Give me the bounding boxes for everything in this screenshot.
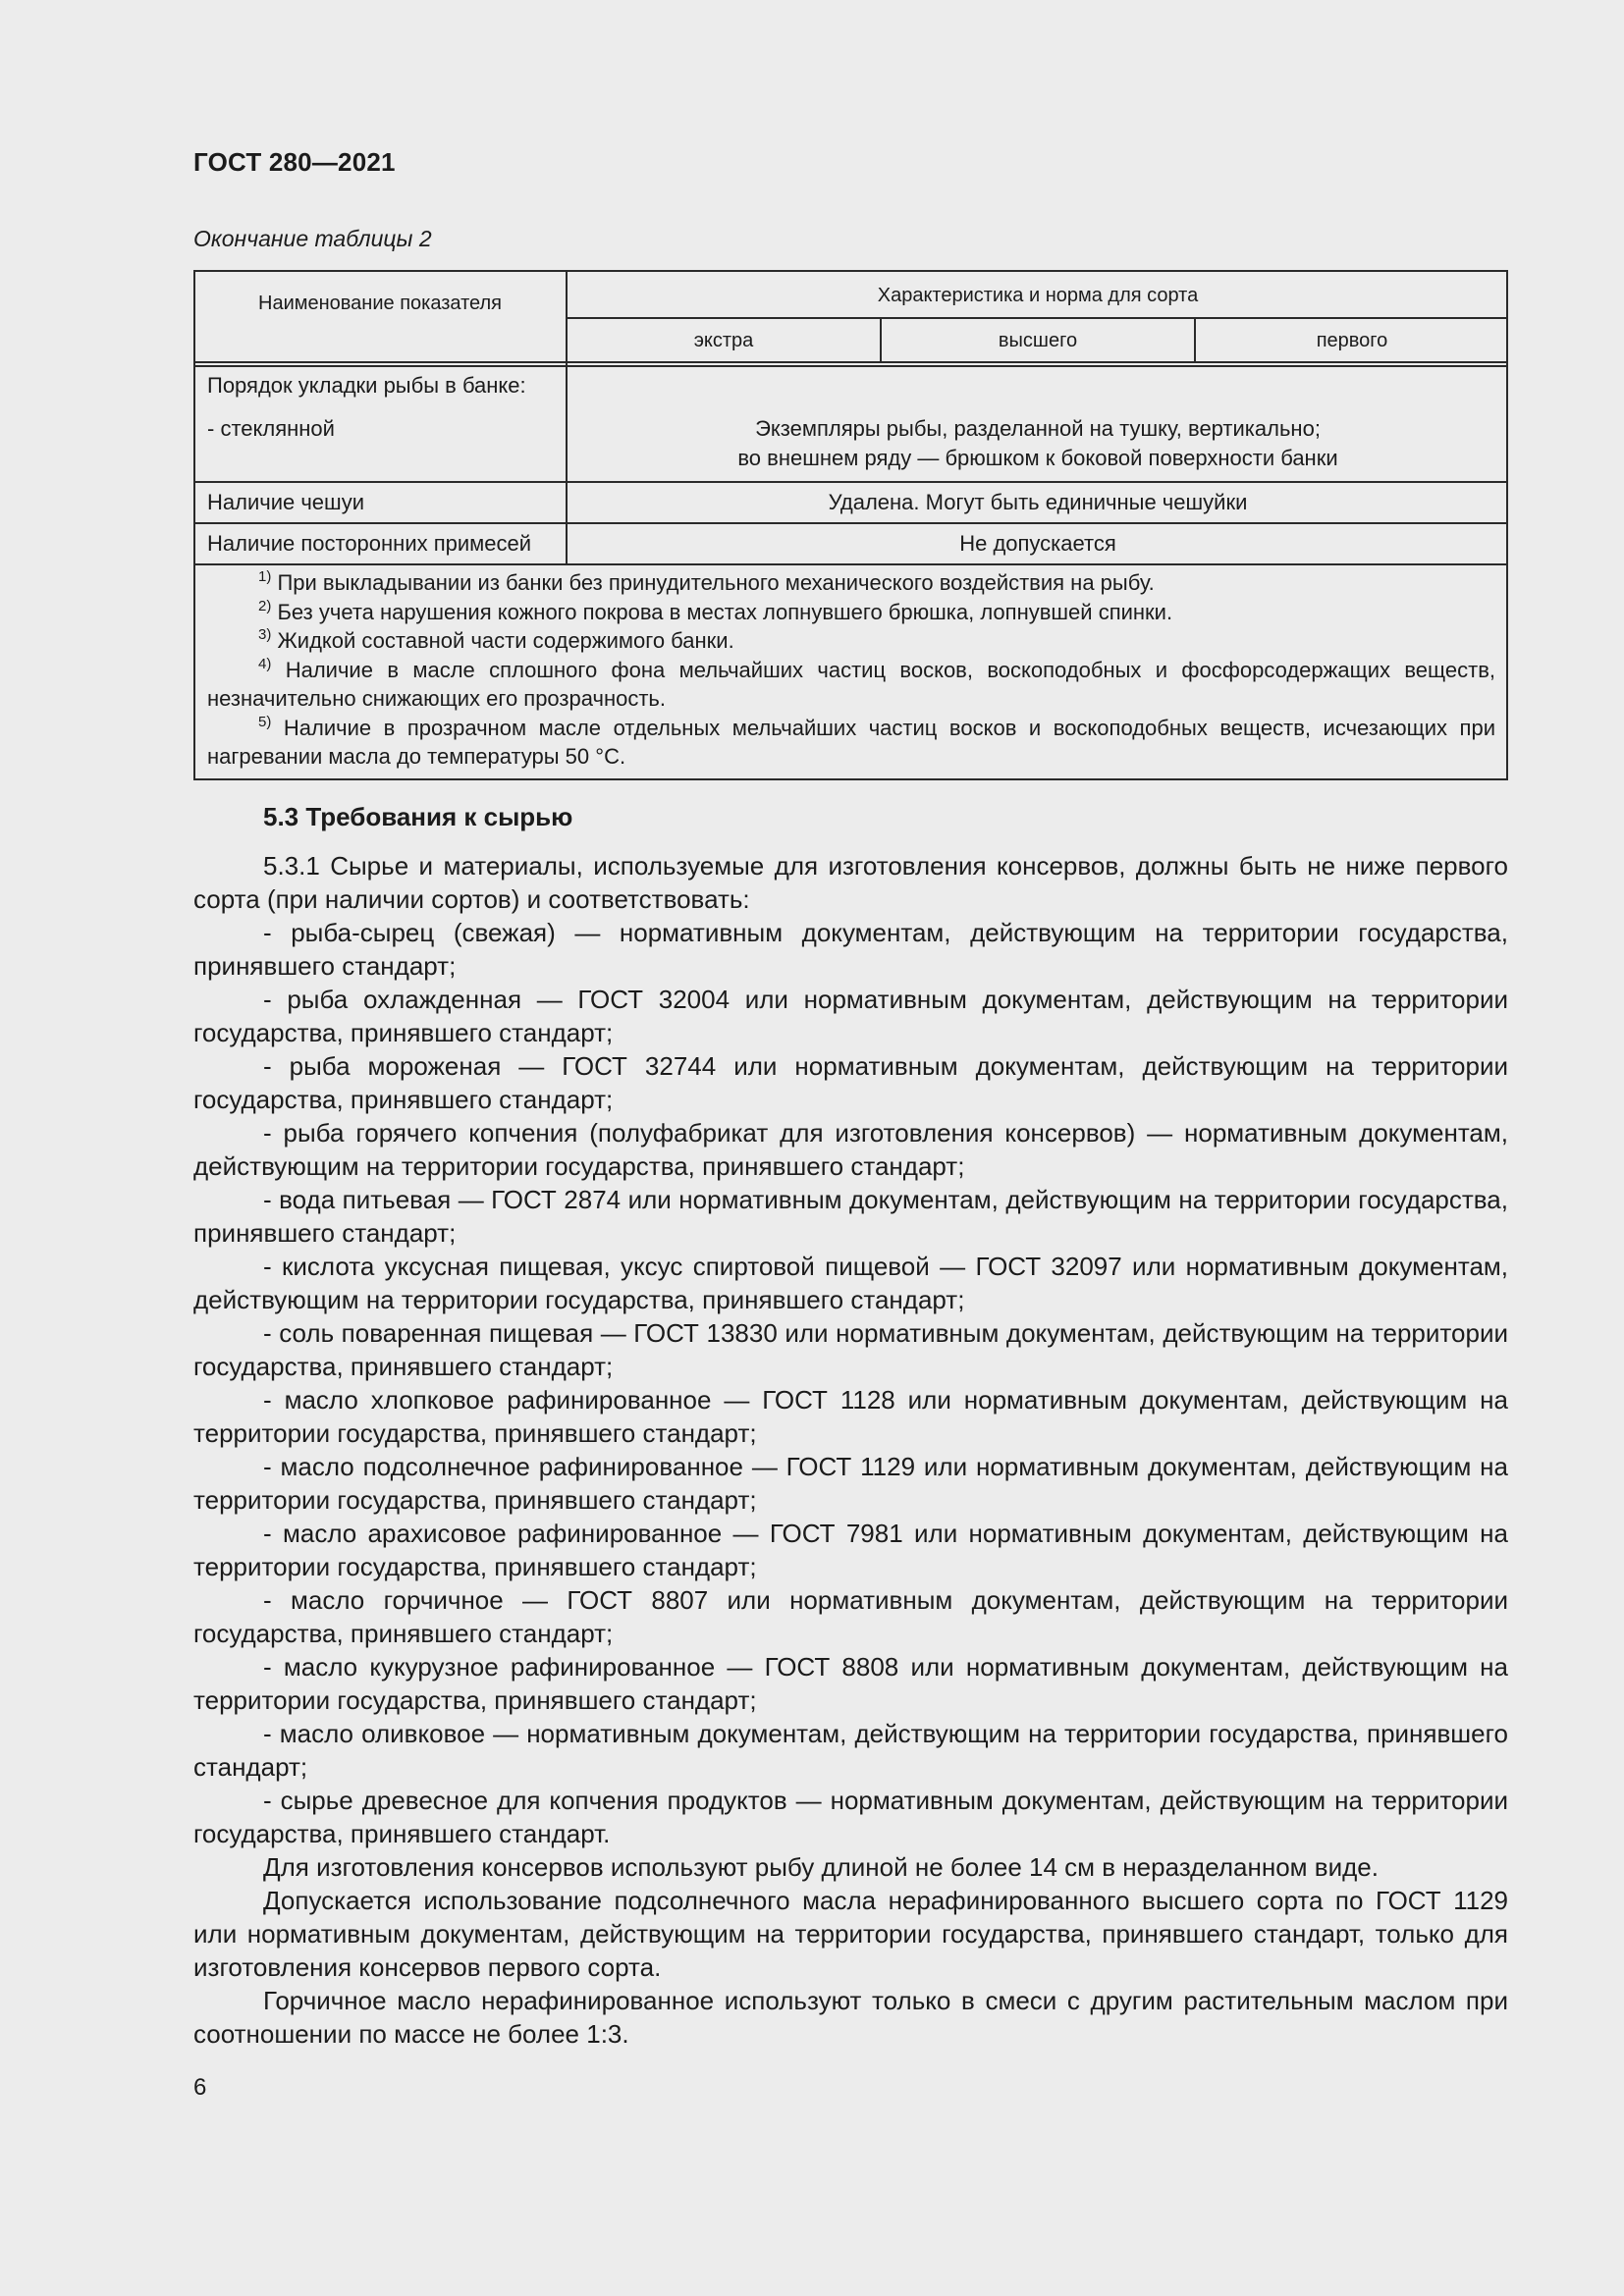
footnote-marker: 1) [258,568,272,585]
table-caption: Окончание таблицы 2 [193,226,432,251]
table-hline-header-end-2 [195,365,1508,367]
table-hline-header-split [566,317,1508,319]
table-hline-row1 [195,481,1508,483]
body-paragraph: - масло кукурузное рафинированное — ГОСТ 8808 или нормативным документам, действующим на территории государства, принявшего стандарт; [193,1652,1508,1715]
section-body [193,849,1508,2051]
document-code: ГОСТ 280—2021 [193,147,396,177]
body-paragraph: - масло подсолнечное рафинированное — ГОСТ 1129 или нормативным документам, действующим на территории государства, принявшего стандарт; [193,1452,1508,1515]
footnote-text: Без учета нарушения кожного покрова в местах лопнувшего брюшка, лопнувшей спинки. [277,599,1173,624]
row-packing-order-name: Порядок укладки рыбы в банке: [207,373,526,398]
footnote-item [207,714,1495,772]
table-hline-header-end-1 [195,361,1508,363]
row-packing-order-value-line1: Экземпляры рыбы, разделанной на тушку, вертикально; [755,416,1321,441]
footnote-item [207,626,1495,656]
body-paragraph: - масло арахисовое рафинированное — ГОСТ 7981 или нормативным документам, действующим на территории государства, принявшего стандарт; [193,1519,1508,1581]
section-title: 5.3 Требования к сырью [263,802,573,831]
footnote-item [207,656,1495,714]
body-paragraph: - вода питьевая — ГОСТ 2874 или нормативным документам, действующим на территории государства, принявшего стандарт; [193,1185,1508,1248]
header-indicator: Наименование показателя [258,293,502,314]
row-packing-order-value-line2: во внешнем ряду — брюшком к боковой поверхности банки [737,446,1338,470]
body-paragraph: Допускается использование подсолнечного масла нерафинированного высшего сорта по ГОСТ 1129 или нормативным документам, действующим на территории государства, принявшего стандарт, только для изготовления консервов первого сорта. [193,1886,1508,1982]
footnote-text: Наличие в масле сплошного фона мельчайших частиц восков, воскоподобных и фосфорсодержащих веществ, незначительно снижающих его прозрачность. [207,657,1495,711]
row-scales-name: Наличие чешуи [207,490,364,514]
body-paragraph: - кислота уксусная пищевая, уксус спиртовой пищевой — ГОСТ 32097 или нормативным документам, действующим на территории государства, принявшего стандарт; [193,1252,1508,1314]
page-number: 6 [193,2074,207,2101]
body-paragraph: Для изготовления консервов используют рыбу длиной не более 14 см в неразделанном виде. [263,1852,1379,1882]
row-impurities-value: Не допускается [959,531,1116,556]
body-paragraph: Горчичное масло нерафинированное используют только в смеси с другим растительным маслом при соотношении по массе не более 1:3. [193,1986,1508,2049]
row-scales-value: Удалена. Могут быть единичные чешуйки [828,490,1248,514]
body-paragraph: - рыба мороженая — ГОСТ 32744 или нормативным документам, действующим на территории государства, принявшего стандарт; [193,1051,1508,1114]
body-paragraph: - масло горчичное — ГОСТ 8807 или нормативным документам, действующим на территории государства, принявшего стандарт; [193,1585,1508,1648]
footnote-marker: 5) [258,713,272,730]
row-packing-order-subname: - стеклянной [207,416,335,441]
footnote-marker: 4) [258,655,272,672]
footnote-text: Наличие в прозрачном масле отдельных мельчайших частиц восков и воскоподобных веществ, исчезающих при нагревании масла до температуры 50 °С. [207,715,1495,769]
body-paragraph: - рыба горячего копчения (полуфабрикат для изготовления консервов) — нормативным документам, действующим на территории государства, принявшего стандарт; [193,1118,1508,1181]
table-hline-row3 [195,563,1508,565]
footnote-marker: 2) [258,597,272,614]
body-paragraph: - рыба-сырец (свежая) — нормативным документам, действующим на территории государства, принявшего стандарт; [193,918,1508,981]
body-paragraph: 5.3.1 Сырье и материалы, используемые для изготовления консервов, должны быть не ниже первого сорта (при наличии сортов) и соответствовать: [193,851,1508,914]
body-paragraph: - соль поваренная пищевая — ГОСТ 13830 или нормативным документам, действующим на территории государства, принявшего стандарт; [193,1318,1508,1381]
header-characteristic: Характеристика и норма для сорта [877,285,1199,306]
header-grade-extra: экстра [693,330,754,351]
footnote-item [207,598,1495,627]
requirements-table [193,270,1508,780]
body-paragraph: - масло хлопковое рафинированное — ГОСТ 1128 или нормативным документам, действующим на территории государства, принявшего стандарт; [193,1385,1508,1448]
table-footnotes [207,568,1495,772]
header-grade-highest: высшего [998,330,1078,351]
footnote-marker: 3) [258,626,272,643]
body-paragraph: - масло оливковое — нормативным документам, действующим на территории государства, принявшего стандарт; [193,1719,1508,1782]
body-paragraph: - рыба охлажденная — ГОСТ 32004 или нормативным документам, действующим на территории государства, принявшего стандарт; [193,985,1508,1047]
body-paragraph: - сырье древесное для копчения продуктов — нормативным документам, действующим на территории государства, принявшего стандарт. [193,1786,1508,1848]
footnote-text: Жидкой составной части содержимого банки. [277,628,734,653]
table-hline-row2 [195,522,1508,524]
row-impurities-name: Наличие посторонних примесей [207,531,532,556]
footnote-item [207,568,1495,598]
header-grade-first: первого [1316,330,1388,351]
footnote-text: При выкладывании из банки без принудительного механического воздействия на рыбу. [277,570,1155,595]
